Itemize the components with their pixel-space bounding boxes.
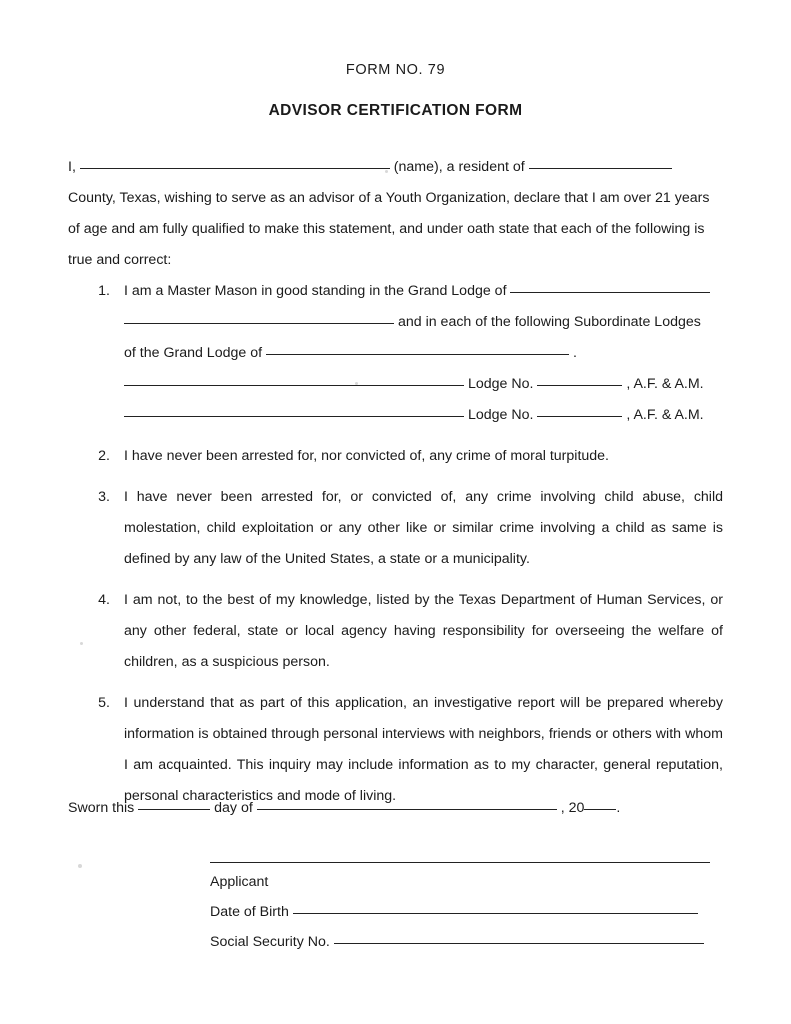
item1-text3-end: . [572, 345, 577, 361]
item-number: 4. [98, 592, 110, 608]
item-body: I have never been arrested for, nor convicted of, any crime of moral turpitude. [124, 448, 609, 464]
item-body: I have never been arrested for, or convicted of, any crime involving child abuse, child molestation, child exploitation or any other like or similar crime involving a child as same is defined by any law of the United States, a state or a municipality. [124, 489, 723, 567]
item1-line2 [124, 307, 723, 338]
lodge-name-blank-field-2[interactable] [124, 416, 464, 417]
dob-blank-field[interactable] [293, 913, 698, 914]
intro-name-mid: (name), a resident of [393, 159, 525, 175]
intro-line-1 [68, 152, 723, 183]
item1-text1: I am a Master Mason in good standing in the Grand Lodge of [124, 283, 507, 299]
item-number: 2. [98, 448, 110, 464]
name-blank-field[interactable] [80, 168, 390, 169]
list-item [68, 585, 723, 678]
lodge-no-label-1: Lodge No. [467, 376, 534, 392]
intro-paragraph: County, Texas, wishing to serve as an advisor of a Youth Organization, declare that I am over 21 years of age and am fully qualified to make this statement, and under oath state that each of the following is true and correct: [68, 190, 710, 268]
dob-row [210, 897, 730, 927]
lodge-number-blank-field-1[interactable] [537, 385, 622, 386]
sworn-month-blank-field[interactable] [257, 809, 557, 810]
numbered-items [68, 276, 723, 812]
sworn-day-blank-field[interactable] [138, 809, 210, 810]
list-item [68, 688, 723, 812]
signature-block [210, 862, 730, 957]
sworn-mid: day of [214, 800, 253, 816]
item-number: 1. [98, 283, 110, 299]
ssn-label: Social Security No. [210, 934, 330, 950]
item1-text3: of the Grand Lodge of [124, 345, 263, 361]
form-title: ADVISOR CERTIFICATION FORM [268, 102, 523, 119]
lodge-row-2 [124, 400, 723, 431]
subordinate-lodge-blank-field[interactable] [266, 354, 569, 355]
item-number: 5. [98, 695, 110, 711]
lodge-suffix-1: , A.F. & A.M. [626, 376, 704, 392]
applicant-label: Applicant [210, 874, 269, 890]
grand-lodge-blank-field[interactable] [510, 292, 710, 293]
ssn-blank-field[interactable] [334, 943, 704, 944]
intro-i-prefix: I, [68, 159, 76, 175]
item-body [124, 276, 723, 431]
applicant-signature-blank-field[interactable] [210, 862, 710, 863]
sworn-line [68, 800, 723, 816]
form-number: FORM NO. 79 [345, 62, 446, 78]
item-number: 3. [98, 489, 110, 505]
grand-lodge-blank-field-2[interactable] [124, 323, 394, 324]
list-item [68, 441, 723, 472]
lodge-no-label-2: Lodge No. [467, 407, 534, 423]
sworn-end: . [616, 800, 621, 816]
item-body: I am not, to the best of my knowledge, listed by the Texas Department of Human Services, or any other federal, state or local agency having responsibility for overseeing the welfare of children, as a suspicious person. [124, 592, 723, 670]
scan-speck [78, 864, 82, 868]
residence-blank-field[interactable] [529, 168, 672, 169]
ssn-row [210, 927, 730, 957]
item1-line3 [124, 338, 723, 369]
list-item [68, 482, 723, 575]
sworn-year-prefix: , 20 [560, 800, 585, 816]
item1-text2: and in each of the following Subordinate Lodges [397, 314, 701, 330]
sworn-prefix: Sworn this [68, 800, 135, 816]
dob-label: Date of Birth [210, 904, 289, 920]
lodge-row-1 [124, 369, 723, 400]
lodge-name-blank-field-1[interactable] [124, 385, 464, 386]
item-body: I understand that as part of this application, an investigative report will be prepared whereby information is obtained through personal interviews with neighbors, friends or others with whom I am acquainted. This inquiry may include information as to my character, general reputation, personal characteristics and mode of living. [124, 695, 723, 804]
applicant-row [210, 867, 730, 897]
intro-block [68, 152, 723, 276]
lodge-suffix-2: , A.F. & A.M. [626, 407, 704, 423]
list-item [68, 276, 723, 431]
item1-line1 [124, 276, 723, 307]
lodge-number-blank-field-2[interactable] [537, 416, 622, 417]
sworn-year-blank-field[interactable] [584, 809, 616, 810]
